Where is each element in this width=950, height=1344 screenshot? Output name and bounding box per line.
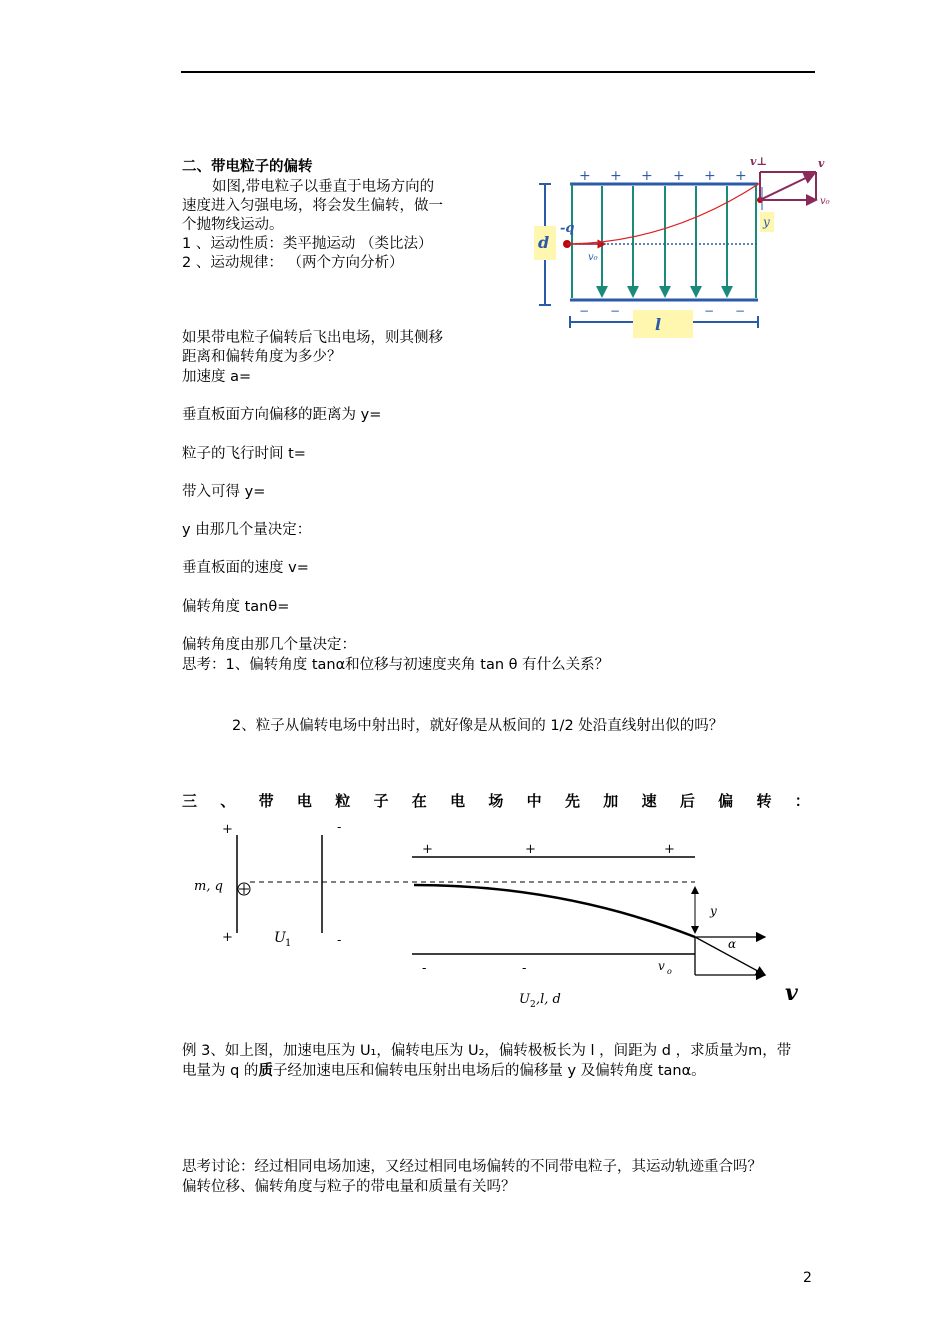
label-ld: ,l, d [536, 992, 561, 1007]
example3-pre: 电量为 q 的 [182, 1063, 259, 1079]
plate-minus: - [422, 961, 427, 976]
angle-line: 偏转角度 tanθ= [182, 599, 290, 615]
title-char: 转 [756, 792, 772, 810]
title-char: 子 [373, 792, 389, 810]
section2-title: 二、带电粒子的偏转 [182, 159, 313, 175]
label-U2: U [519, 992, 530, 1007]
accel-minus-bottom: - [337, 933, 342, 948]
field-lines [572, 184, 756, 298]
item-1: 1 、运动性质：类平抛运动 （类比法） [182, 236, 433, 252]
acceleration-line: 加速度 a= [182, 369, 252, 385]
page-number: 2 [803, 1270, 812, 1286]
title-char: 电 [296, 792, 312, 810]
intro-line-1: 如图,带电粒子以垂直于电场方向的 [212, 179, 435, 195]
example3-line-2 [182, 1061, 706, 1081]
minus-sign: − [610, 304, 621, 318]
substitute-line: 带入可得 y= [182, 484, 266, 500]
intro-line-2: 速度进入匀强电场，将会发生偏转，做一 [182, 198, 443, 214]
label-l: l [655, 315, 662, 334]
plus-sign: + [579, 168, 591, 184]
plate-plus: + [422, 842, 433, 857]
minus-sign: − [704, 304, 715, 318]
example3-bold: 质 [258, 1063, 273, 1079]
question-line-1: 如果带电粒子偏转后飞出电场，则其侧移 [182, 330, 443, 346]
accelerate-deflect-diagram [182, 815, 832, 1015]
title-char: 加 [603, 792, 619, 810]
label-alpha: α [728, 937, 737, 951]
label-y: y [710, 904, 717, 918]
displacement-line: 垂直板面方向偏移的距离为 y= [182, 407, 382, 423]
label-vy: v⊥ [750, 155, 767, 168]
plus-sign: + [735, 168, 747, 184]
plus-sign: + [641, 168, 653, 184]
title-char: 三 [182, 792, 198, 810]
accel-plus-top: + [222, 822, 233, 837]
title-char: 先 [564, 792, 580, 810]
title-char: 电 [450, 792, 466, 810]
label-U2-sub: 2 [530, 1000, 536, 1010]
minus-sign: − [579, 304, 590, 318]
label-v0-sub: o [667, 967, 672, 976]
accel-minus-top: - [337, 820, 342, 835]
title-char: 偏 [718, 792, 734, 810]
label-mq: m, q [194, 879, 223, 894]
title-char: 场 [488, 792, 504, 810]
plus-sign: + [673, 168, 685, 184]
label-U1-sub: 1 [285, 938, 292, 949]
plus-signs [579, 168, 747, 184]
label-d: d [538, 233, 550, 252]
title-char: 粒 [335, 792, 351, 810]
item-2: 2 、运动规律： （两个方向分析） [182, 255, 404, 271]
label-v0: v₀ [588, 252, 598, 263]
label-v: v [818, 157, 825, 170]
label-y: y [763, 215, 770, 229]
think-2: 2、粒子从偏转电场中射出时，就好像是从板间的 1/2 处沿直线射出似的吗？ [232, 718, 724, 734]
title-char: 带 [258, 792, 274, 810]
discussion-line-1: 思考讨论：经过相同电场加速，又经过相同电场偏转的不同带电粒子，其运动轨迹重合吗？ [182, 1159, 762, 1175]
section3-title [182, 790, 810, 811]
angle-depends-line: 偏转角度由那几个量决定： [182, 637, 356, 653]
plate-plus: + [525, 842, 536, 857]
accel-plus-bottom: + [222, 930, 233, 945]
plate-minus: - [522, 961, 527, 976]
title-char: 后 [679, 792, 695, 810]
title-char: 速 [641, 792, 657, 810]
title-char: 在 [411, 792, 427, 810]
plate-plus: + [664, 842, 675, 857]
example3-post: 子经加速电压和偏转电压射出电场后的偏移量 y 及偏转角度 tanα。 [272, 1063, 706, 1079]
velocity-line: 垂直板面的速度 v= [182, 560, 309, 576]
title-char: 中 [526, 792, 542, 810]
trajectory [414, 885, 695, 937]
plus-sign: + [704, 168, 716, 184]
deflection-diagram [530, 150, 840, 345]
label-v0-right: v₀ [820, 196, 830, 207]
intro-line-3: 个抛物线运动。 [182, 217, 284, 233]
think-1: 思考：1、偏转角度 tanα和位移与初速度夹角 tan θ 有什么关系？ [182, 657, 610, 673]
label-v-big: v [785, 980, 798, 1006]
title-char: ： [794, 792, 810, 810]
discussion-line-2: 偏转位移、偏转角度与粒子的带电量和质量有关吗？ [182, 1179, 516, 1195]
question-line-2: 距离和偏转角度为多少？ [182, 349, 342, 365]
minus-sign: − [735, 304, 746, 318]
label-v0: v [658, 959, 665, 973]
example3-line-1: 例 3、如上图，加速电压为 U₁，偏转电压为 U₂，偏转极板长为 l ，间距为 d ，求质量为m，带 [182, 1043, 792, 1059]
label-U1: U [274, 930, 286, 946]
label-q: -q [560, 221, 575, 236]
y-depends-line: y 由那几个量决定： [182, 522, 312, 538]
header-rule [181, 71, 815, 73]
title-char: 、 [220, 792, 236, 810]
time-line: 粒子的飞行时间 t= [182, 446, 306, 462]
plus-sign: + [610, 168, 622, 184]
